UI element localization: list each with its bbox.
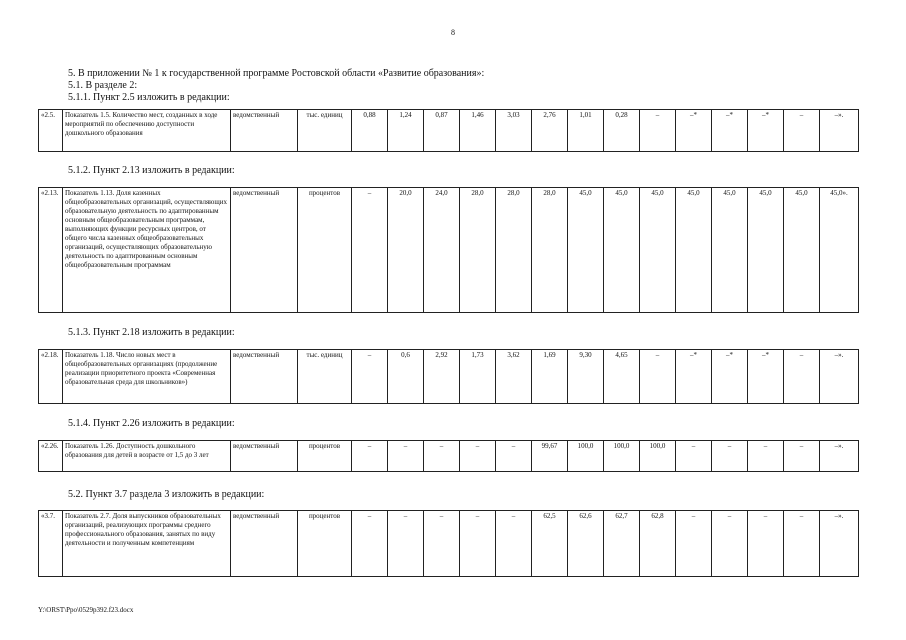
value-cell: –». bbox=[820, 350, 859, 404]
table-item-3-7 bbox=[38, 510, 859, 577]
item-number: «2.13. bbox=[39, 188, 63, 313]
file-path-footer: Y:\ORST\Ppo\0529p392.f23.docx bbox=[38, 606, 134, 614]
item-number: «3.7. bbox=[39, 511, 63, 577]
value-cell: 62,5 bbox=[532, 511, 568, 577]
value-cell: –* bbox=[748, 110, 784, 152]
section-heading-2-13: 5.1.2. Пункт 2.13 изложить в редакции: bbox=[68, 165, 235, 176]
value-cell: 28,0 bbox=[496, 188, 532, 313]
value-cell: 0,88 bbox=[352, 110, 388, 152]
value-cell: 62,8 bbox=[640, 511, 676, 577]
value-cell: –* bbox=[748, 350, 784, 404]
value-cell: 100,0 bbox=[640, 441, 676, 472]
item-number: «2.18. bbox=[39, 350, 63, 404]
value-cell: 0,87 bbox=[424, 110, 460, 152]
value-cell: – bbox=[784, 110, 820, 152]
value-cell: 0,28 bbox=[604, 110, 640, 152]
value-cell: – bbox=[388, 511, 424, 577]
value-cell: –* bbox=[712, 350, 748, 404]
section-heading-2-26: 5.1.4. Пункт 2.26 изложить в редакции: bbox=[68, 418, 235, 429]
value-cell: – bbox=[496, 511, 532, 577]
indicator-type: ведомственный bbox=[231, 188, 298, 313]
value-cell: 1,01 bbox=[568, 110, 604, 152]
value-cell: 1,24 bbox=[388, 110, 424, 152]
value-cell: – bbox=[640, 110, 676, 152]
value-cell: 45,0 bbox=[784, 188, 820, 313]
indicator-type: ведомственный bbox=[231, 511, 298, 577]
value-cell: 45,0 bbox=[676, 188, 712, 313]
value-cell: 100,0 bbox=[568, 441, 604, 472]
item-number: «2.26. bbox=[39, 441, 63, 472]
value-cell: 45,0 bbox=[640, 188, 676, 313]
table-item-2-26 bbox=[38, 440, 859, 472]
value-cell: –». bbox=[820, 441, 859, 472]
value-cell: – bbox=[712, 441, 748, 472]
indicator-description: Показатель 1.18. Число новых мест в общеобразовательных организациях (продолжение реализации приоритетного проекта «Современная образовательная среда для школьников») bbox=[63, 350, 231, 404]
value-cell: 0,6 bbox=[388, 350, 424, 404]
value-cell: – bbox=[352, 441, 388, 472]
value-cell: 4,65 bbox=[604, 350, 640, 404]
value-cell: – bbox=[352, 511, 388, 577]
intro-line-2: 5.1. В разделе 2: bbox=[68, 80, 138, 91]
value-cell: 9,30 bbox=[568, 350, 604, 404]
table-row bbox=[39, 350, 859, 404]
indicator-description: Показатель 1.5. Количество мест, созданных в ходе мероприятий по обеспечению доступности дошкольного образования bbox=[63, 110, 231, 152]
table-row bbox=[39, 511, 859, 577]
value-cell: – bbox=[712, 511, 748, 577]
value-cell: – bbox=[640, 350, 676, 404]
value-cell: – bbox=[460, 441, 496, 472]
value-cell: 1,46 bbox=[460, 110, 496, 152]
page-number: 8 bbox=[451, 28, 455, 37]
value-cell: 1,73 bbox=[460, 350, 496, 404]
value-cell: – bbox=[460, 511, 496, 577]
item-number: «2.5. bbox=[39, 110, 63, 152]
value-cell: 45,0 bbox=[748, 188, 784, 313]
value-cell: – bbox=[388, 441, 424, 472]
indicator-type: ведомственный bbox=[231, 350, 298, 404]
value-cell: –». bbox=[820, 511, 859, 577]
value-cell: 3,62 bbox=[496, 350, 532, 404]
value-cell: 45,0 bbox=[568, 188, 604, 313]
value-cell: –* bbox=[676, 350, 712, 404]
value-cell: 20,0 bbox=[388, 188, 424, 313]
value-cell: 3,03 bbox=[496, 110, 532, 152]
value-cell: 2,92 bbox=[424, 350, 460, 404]
value-cell: 28,0 bbox=[532, 188, 568, 313]
table-row bbox=[39, 110, 859, 152]
intro-line-1: 5. В приложении № 1 к государственной программе Ростовской области «Развитие образования»: bbox=[68, 68, 485, 79]
value-cell: 99,67 bbox=[532, 441, 568, 472]
unit-of-measure: тыс. единиц bbox=[298, 110, 352, 152]
value-cell: – bbox=[352, 188, 388, 313]
indicator-description: Показатель 1.26. Доступность дошкольного образования для детей в возрасте от 1,5 до 3 лет bbox=[63, 441, 231, 472]
unit-of-measure: процентов bbox=[298, 511, 352, 577]
value-cell: – bbox=[676, 441, 712, 472]
value-cell: 62,6 bbox=[568, 511, 604, 577]
table-item-2-18 bbox=[38, 349, 859, 404]
value-cell: 28,0 bbox=[460, 188, 496, 313]
unit-of-measure: тыс. единиц bbox=[298, 350, 352, 404]
value-cell: – bbox=[784, 511, 820, 577]
table-item-2-5 bbox=[38, 109, 859, 152]
table-row bbox=[39, 441, 859, 472]
value-cell: –». bbox=[820, 110, 859, 152]
value-cell: – bbox=[424, 441, 460, 472]
indicator-description: Показатель 2.7. Доля выпускников образовательных организаций, реализующих программы среднего профессионального образования, занятых по виду деятельности и полученным компетенциям bbox=[63, 511, 231, 577]
value-cell: 2,76 bbox=[532, 110, 568, 152]
unit-of-measure: процентов bbox=[298, 188, 352, 313]
value-cell: – bbox=[784, 441, 820, 472]
indicator-type: ведомственный bbox=[231, 110, 298, 152]
value-cell: – bbox=[784, 350, 820, 404]
value-cell: – bbox=[748, 511, 784, 577]
value-cell: 45,0 bbox=[712, 188, 748, 313]
value-cell: – bbox=[496, 441, 532, 472]
table-row bbox=[39, 188, 859, 313]
value-cell: 45,0». bbox=[820, 188, 859, 313]
value-cell: – bbox=[676, 511, 712, 577]
value-cell: 24,0 bbox=[424, 188, 460, 313]
value-cell: – bbox=[352, 350, 388, 404]
section-heading-3-7: 5.2. Пункт 3.7 раздела 3 изложить в редакции: bbox=[68, 489, 265, 500]
value-cell: –* bbox=[712, 110, 748, 152]
indicator-type: ведомственный bbox=[231, 441, 298, 472]
value-cell: –* bbox=[676, 110, 712, 152]
unit-of-measure: процентов bbox=[298, 441, 352, 472]
value-cell: 62,7 bbox=[604, 511, 640, 577]
value-cell: 1,69 bbox=[532, 350, 568, 404]
value-cell: – bbox=[424, 511, 460, 577]
table-item-2-13 bbox=[38, 187, 859, 313]
intro-line-3: 5.1.1. Пункт 2.5 изложить в редакции: bbox=[68, 92, 230, 103]
value-cell: – bbox=[748, 441, 784, 472]
value-cell: 100,0 bbox=[604, 441, 640, 472]
value-cell: 45,0 bbox=[604, 188, 640, 313]
indicator-description: Показатель 1.13. Доля казенных общеобразовательных организаций, осуществляющих образовательную деятельность по адаптированным основным общеобразовательным программам, выполняющих функции ресурсных центров, от общего числа казенных общеобразовательных организаций, осуществляющих образовательную деятельность по адаптированным основным общеобразовательным программам bbox=[63, 188, 231, 313]
section-heading-2-18: 5.1.3. Пункт 2.18 изложить в редакции: bbox=[68, 327, 235, 338]
